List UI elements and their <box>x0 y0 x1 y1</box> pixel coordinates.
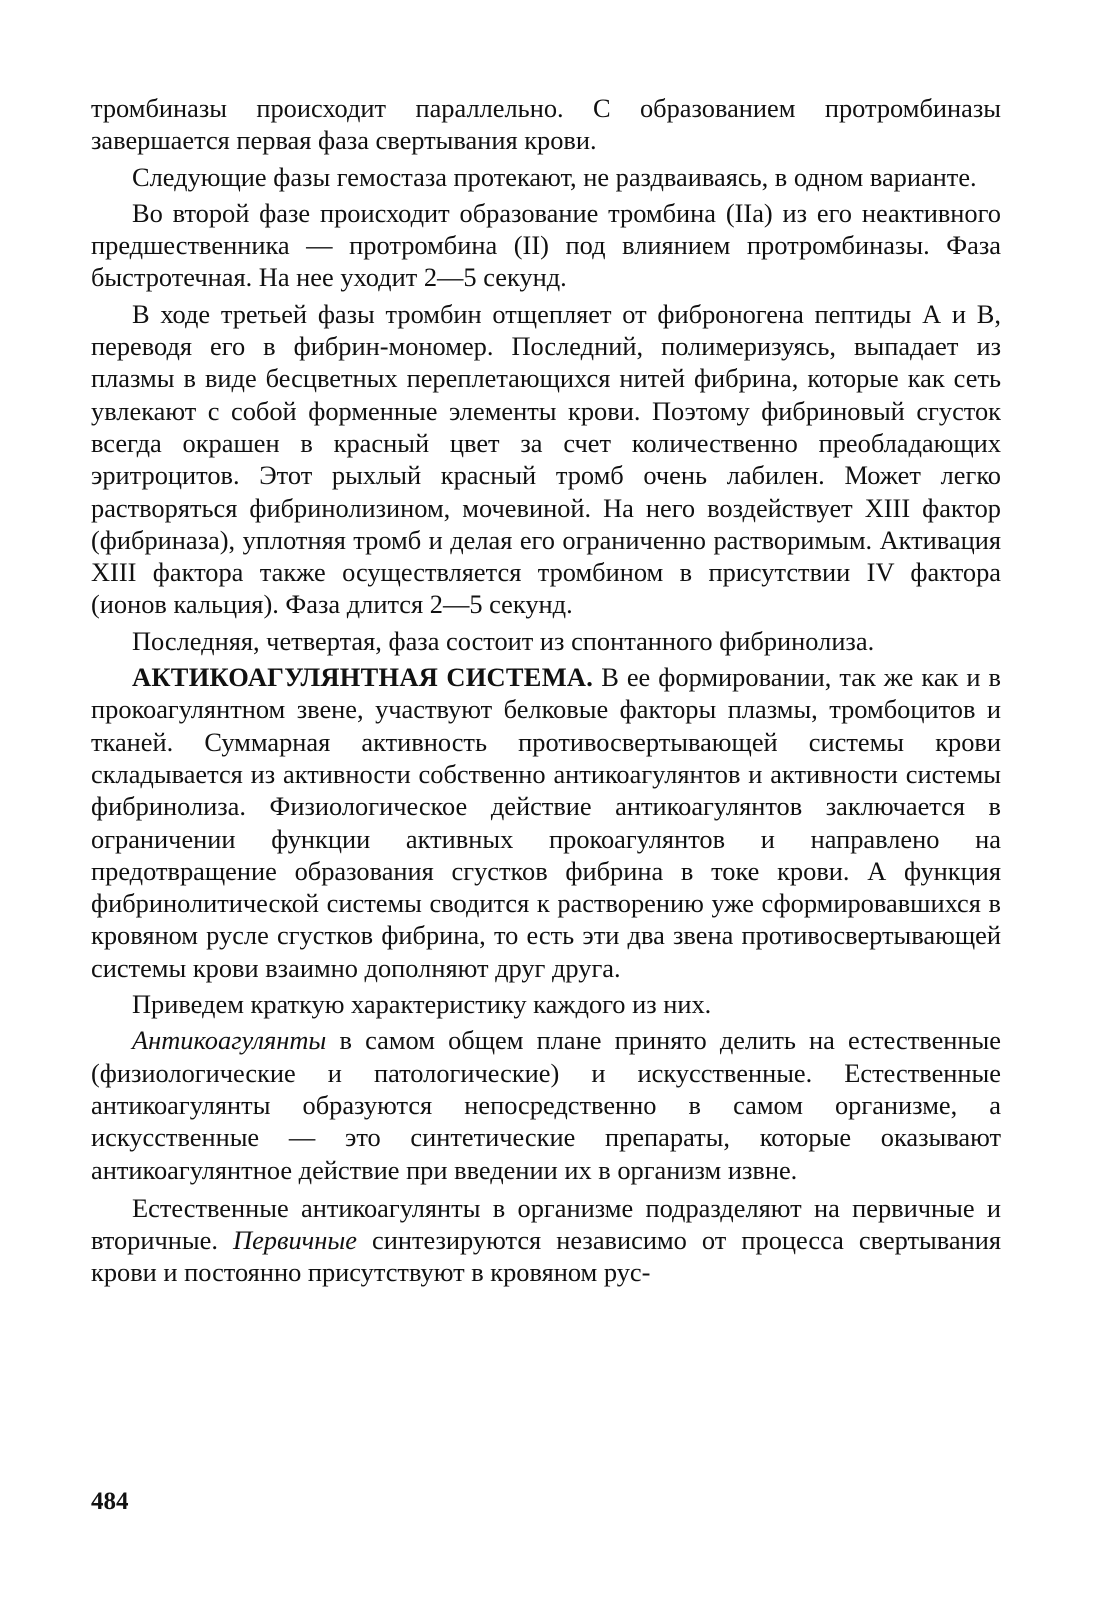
paragraph-9-text-after: синтезируются независимо от процесса свертывания крови и постоянно присутствуют в кровяном рус- <box>91 1225 1001 1288</box>
paragraph-4: В ходе третьей фазы тромбин отщепляет от фиброногена пептиды А и В, переводя его в фибрин-мономер. Последний, полимеризуясь, выпадает из плазмы в виде бесцветных переплетающихся нитей фибрина, которые как сеть увлекают с собой форменные элементы крови. Поэтому фибриновый сгусток всегда окрашен в красный цвет за счет количественно преобладающих эритроцитов. Этот рыхлый красный тромб очень лабилен. Может легко растворяться фибринолизином, мочевиной. На него воздействует XIII фактор (фибриназа), уплотняя тромб и делая его ограниченно растворимым. Активация XIII фактора также осуществляется тромбином в присутствии IV фактора (ионов кальция). Фаза длится 2—5 секунд. <box>91 298 1001 620</box>
paragraph-8-text: в самом общем плане принято делить на естественные (физиологические и патологические) и искусственные. Естественные антикоагулянты образуются непосредственно в самом организме, а искусственные — это синтетические препараты, которые оказывают антикоагулянтное действие при введении их в организм извне. <box>91 1025 1001 1185</box>
paragraph-6-text: В ее формировании, так же как и в прокоагулянтном звене, участвуют белковые факторы плазмы, тромбоцитов и тканей. Суммарная активность противосвертывающей системы крови складывается из активности собственно антикоагулянтов и активности системы фибринолиза. Физиологическое действие антикоагулянтов заключается в ограничении функции активных прокоагулянтов и направлено на предотвращение образования сгустков фибрина в токе крови. А функция фибринолитической системы сводится к растворению уже сформировавшихся в кровяном русле сгустков фибрина, то есть эти два звена противосвертывающей системы крови взаимно дополняют друг друга. <box>91 662 1001 983</box>
page-number: 484 <box>91 1488 129 1515</box>
term-primary: Первичные <box>233 1225 357 1256</box>
term-anticoagulants: Антикоагулянты <box>132 1025 327 1056</box>
paragraph-2: Следующие фазы гемостаза протекают, не раздваиваясь, в одном варианте. <box>132 161 977 192</box>
body-text <box>91 92 1001 1293</box>
paragraph-7: Приведем краткую характеристику каждого из них. <box>132 989 712 1020</box>
paragraph-9-text-before: Естественные антикоагулянты в организме подразделяют на первичные и вторичные. <box>91 1192 1001 1256</box>
section-heading: АКТИКОАГУЛЯНТНАЯ СИСТЕМА. <box>132 662 594 693</box>
paragraph-1: тромбиназы происходит параллельно. С образованием протромбиназы завершается первая фаза свертывания крови. <box>91 93 1001 156</box>
paragraph-5: Последняя, четвертая, фаза состоит из спонтанного фибринолиза. <box>132 625 875 656</box>
paragraph-3: Во второй фазе происходит образование тромбина (IIa) из его неактивного предшественника — протромбина (II) под влиянием протромбиназы. Фаза быстротечная. На нее уходит 2—5 секунд. <box>91 197 1001 293</box>
paragraph-8 <box>91 1024 1001 1185</box>
paragraph-6 <box>91 661 1001 984</box>
paragraph-9 <box>91 1192 1001 1289</box>
